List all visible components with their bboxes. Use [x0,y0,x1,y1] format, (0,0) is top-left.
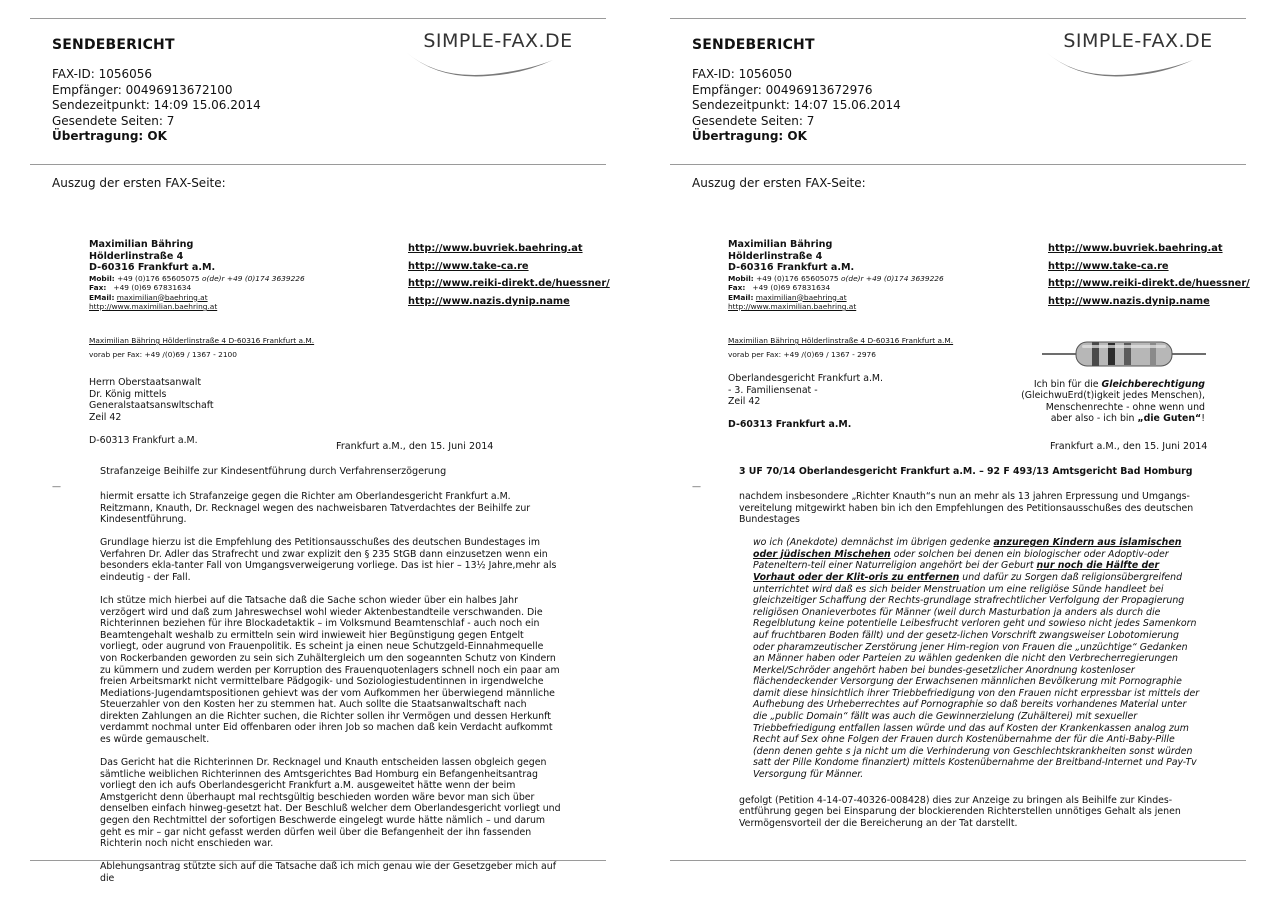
sender-city: D-60316 Frankfurt a.M. [89,262,216,273]
sender-name: Maximilian Bähring [728,239,833,250]
recipient-city: D-60313 Frankfurt a.M. [89,434,198,446]
report-info [692,67,901,145]
sender-fax: Fax: +49 (0)69 67831634 [728,283,831,292]
sender-email: EMail: maximilian@baehring.at [89,292,208,302]
equality-line-4: aber also - ich bin „die Guten“! [1050,413,1205,425]
sender-street: Hölderlinstraße 4 [728,250,823,262]
simple-fax-logo [1038,22,1238,82]
sender-website[interactable]: http://www.maximilian.baehring.at [728,302,857,311]
link-take-care[interactable]: http://www.take-ca.re [1048,260,1169,272]
paragraph: hiermit ersatte ich Strafanzeige gegen die Richter am Oberlandesgericht Frankfurt a.M. Reitzmann, Knauth, Dr. Recknagel wegen des nachweisbaren Tatverdachtes der Beihilfe zur Kindesentführung. [100,491,531,526]
pages-sent: Gesendete Seiten: 7 [692,113,815,128]
paragraph: Ablehungsantrag stützte sich auf die Tatsache daß ich mich genau wie der Gesetzgeber mich auf die [100,861,557,884]
intro-paragraph: nachdem insbesondere „Richter Knauth“s nun an mehr als 13 jahren Erpressung und Umgangs-vereitelung mitgewirkt haben bin ich den Empfehlungen des Petitionsausschußes des deutschen Bundestages [739,491,1194,526]
header-rule [30,164,606,165]
recipient-line: Dr. König mittels [89,388,167,400]
letter-subject: Strafanzeige Beihilfe zur Kindesentführung durch Verfahrenserzögerung [100,466,447,477]
fold-mark: — [52,482,61,492]
sender-fax: Fax: +49 (0)69 67831634 [89,283,192,292]
excerpt-label: Auszug der ersten FAX-Seite: [692,176,866,190]
report-title: SENDEBERICHT [692,37,815,53]
link-take-care[interactable]: http://www.take-ca.re [408,260,529,272]
paragraph: Ich stütze mich hierbei auf die Tatsache daß die Sache schon wieder über ein halbes Jahr verzögert wird und daß zum Jahreswechsel wohl wieder Aktenbestandteile verschwanden. Die Richterinnen beziehen für ihre Blockadetaktik – im Volksmund Beamtenschlaf - auch noch ein Beamtengehalt weshalb zu ermitteln sein wird inwieweit hier Begünstigung gegen Entgelt vorliegt, oder augrund von Frauenpolitik. Es scheint ja einen neue Schutzgeld-Einnahmequelle von Rockerbanden geworden zu sein sich Zuhältergleich um den sogeannten Schutz von Kindern zu kümmern und zudem werden per Korruption des Frauenquotenlagers schnell noch ein paar am freien Arbeitsmarkt nicht vermittelbare Pädgogik- und Soziologiestudentinnen in irgendwelche Mediations-Jugendamtspositionen gehievt was der vom Aufkommen her überwiegend männliche Steuerzahler von den Kosten her zu stemmen hat. Auch sollte die Staatsanwaltschaft nach direkten Zahlungen an die Richter suchen, die Richter sollen ihr Vermögen und dessen Herkunft verdammt nochmal unter Eid offenbaren oder ihren Job so machen daß kein Verdacht aufkommt es würde gemauschelt. [100,594,560,746]
return-address: Maximilian Bähring Hölderlinstraße 4 D-60316 Frankfurt a.M. [89,336,315,345]
return-address: Maximilian Bähring Hölderlinstraße 4 D-60316 Frankfurt a.M. [728,336,954,345]
sender-name: Maximilian Bähring [89,239,194,250]
letter-body [739,491,1203,841]
logo-text: SIMPLE-FAX.DE [423,30,573,52]
recipient-line: Zeil 42 [728,396,761,407]
simple-fax-logo [398,22,598,82]
equality-line-3: Menschenrechte - ohne wenn und [1045,401,1205,413]
send-time: Sendezeitpunkt: 14:07 15.06.2014 [692,98,901,112]
header-rule [670,164,1246,165]
link-nazis[interactable]: http://www.nazis.dynip.name [1048,295,1210,307]
link-buvriek[interactable]: http://www.buvriek.baehring.at [408,243,583,254]
top-rule [30,18,606,19]
transmission-status: Übertragung: OK [692,129,807,143]
report-title: SENDEBERICHT [52,37,175,53]
recipient-line: Zeil 42 [89,411,122,423]
closing-paragraph: gefolgt (Petition 4-14-07-40326-008428) dies zur Anzeige zu bringen als Beihilfe zur Kindes-entführung gegen bei Einsparung der blockierenden Richterstellen unnötiges Gehalt als jenen Vermögensvorteil der die Bereicherung an der Tat darstellt. [739,794,1181,829]
sender-mobile: Mobil: +49 (0)176 65605075 o(de)r +49 (0)174 3639226 [89,273,305,283]
sender-city: D-60316 Frankfurt a.M. [728,262,855,273]
send-time: Sendezeitpunkt: 14:09 15.06.2014 [52,98,261,112]
recipient-number: Empfänger: 00496913672976 [692,82,873,97]
equality-statement [985,379,1205,425]
excerpt-label: Auszug der ersten FAX-Seite: [52,176,226,190]
fax-id: FAX-ID: 1056050 [692,67,793,81]
sender-block [728,239,944,312]
bottom-rule [670,860,1246,861]
letter-subject: 3 UF 70/14 Oberlandesgericht Frankfurt a.M. – 92 F 493/13 Amtsgericht Bad Homburg [739,466,1193,477]
recipient-block [728,373,883,431]
bottom-rule [30,860,606,861]
quote-paragraph: wo ich (Anekdote) demnächst im übrigen gedenke anzuregen Kindern aus islamischen oder jüdischen Mischehen oder solchen bei denen ein biologischer oder Adoptiv-oder Pateneltern-teil einer Naturreligion angehört bei der Geburt nur noch die Hälfte der Vorhaut oder der Klit-oris zu entfernen und dafür zu Sorgen daß religionsübergreifend unterrichtet wird daß es sich beider Menstruation um eine religiöse Sünde handleet bei gleichzeitiger Schaffung der Rechts-grundlage strafrechtlicher Verfolgung der Propagierung religiösen Onanieverbotes für Männer (weil durch Masturbation ja anders als durch die Regelblutung keine potentielle Leibesfrucht verloren geht und sowieso nicht jedes Samenkorn auf fruchtbaren Boden fällt) und der gesetz-lichen Vorschrift zwangsweiser Lobotomierung oder pharamzeutischer Zerstörung jener Him-region von Frauen die „unzüchtige“ Gedanken an Männer haben oder Parteien zu wählen gedenken die nicht den Verbrecherregierungen Merkel/Schröder angehört haben bei bundes-gesetzlicher Anordnung kostenloser flächendeckender Versorgung der Erwachsenen männlichen Bevölkerung mit Pornographie damit diese hinsichtlich ihrer Triebbefriedigung von den Frauen nicht erpressbar ist mittels der Aufhebung des Urheberrechtes auf Pornographie so daß bereits vorhandenes Material unter die „public Domain“ fällt was auch die Gewinnerzielung (Zuhälterei) mit sexueller Triebbefriedigung entfallen lassen würde und das auf Kosten der Krankenkassen analog zum Recht auf Sex ohne Folgen der Frauen durch Kostenübernahme der für die Anti-Baby-Pille (denn denen gehte s ja nicht um die Verhinderung von Geschlechtskrankheiten sonst würden satt der Pille Kondome finanziert) mittels Kostenübernahme der Breitband-Internet und Pay-Tv Versorgung für Männer. [753,537,1200,781]
sender-mobile: Mobil: +49 (0)176 65605075 o(de)r +49 (0)174 3639226 [728,273,944,283]
link-reiki[interactable]: http://www.reiki-direkt.de/huessner/ [1048,278,1250,289]
vorab-fax: vorab per Fax: +49 /(0)69 / 1367 - 2100 [89,350,237,359]
transmission-status: Übertragung: OK [52,129,167,143]
sender-street: Hölderlinstraße 4 [89,250,184,262]
fax-id: FAX-ID: 1056056 [52,67,153,81]
resistor-icon [1042,334,1206,374]
link-list [408,240,610,310]
recipient-city: D-60313 Frankfurt a.M. [728,419,852,430]
recipient-number: Empfänger: 00496913672100 [52,82,233,97]
top-rule [670,18,1246,19]
equality-line-2: (GleichwuErd(t)igkeit jedes Menschen), [1021,390,1205,402]
vorab-fax: vorab per Fax: +49 /(0)69 / 1367 - 2976 [728,350,876,359]
recipient-line: Generalstaatsanswltschaft [89,400,214,411]
resistor-image [1042,334,1206,374]
paragraph: Das Gericht hat die Richterinnen Dr. Recknagel und Knauth entscheiden lassen obgleich gegen sämtliche weiblichen Richterinnen des Amtsgerichtes Bad Homburg ein Befangenheitsantrag vorliegt den ich aufs Oberlandesgericht Frankfurt a.M. ausgeweitet hätte wenn der beim Amstgericht denn überhaupt mal rechtsgültig beschieden worden wäre bevor man sich über denselben einfach hinweg-gesetzt hat. Der Beschluß welcher dem Oberlandesgericht vorliegt und gegen den Rechtmittel der sofortigen Beschwerde eingelegt wurde hätte nämlich – und darum geht es mir – gar nicht gefasst werden dürfen weil über die Befangenheit der ihn fassenden Richterin noch nicht enschieden war. [100,757,561,850]
report-info [52,67,261,145]
letter-body [100,491,562,896]
link-reiki[interactable]: http://www.reiki-direkt.de/huessner/ [408,278,610,289]
logo-swoosh-icon [398,22,598,82]
sender-website[interactable]: http://www.maximilian.baehring.at [89,302,218,311]
letter-date: Frankfurt a.M., den 15. Juni 2014 [336,441,494,452]
fold-mark: — [692,482,701,492]
recipient-block [89,377,214,446]
letter-date: Frankfurt a.M., den 15. Juni 2014 [1050,441,1208,452]
sender-block [89,239,305,312]
logo-swoosh-icon [1038,22,1238,82]
recipient-line: Herrn Oberstaatsanwalt [89,377,202,388]
link-buvriek[interactable]: http://www.buvriek.baehring.at [1048,243,1223,254]
recipient-line: - 3. Familiensenat - [728,384,818,396]
link-list [1048,240,1250,310]
link-nazis[interactable]: http://www.nazis.dynip.name [408,295,570,307]
logo-text: SIMPLE-FAX.DE [1063,30,1213,52]
pages-sent: Gesendete Seiten: 7 [52,113,175,128]
fax-report-page-right [640,0,1280,906]
paragraph: Grundlage hierzu ist die Empfehlung des Petitionsausschußes des deutschen Bundestages im Verfahren Dr. Adler das Strafrecht und zwar explizit den § 235 StGB dann einzusetzen wenn ein besonders ekla-tanter Fall von Umgangsverweigerung vorliege. Das ist hier – 13½ Jahre,mehr als eindeutig - der Fall. [100,537,557,583]
equality-line-1: Ich bin für die Gleichberechtigung [1033,379,1205,390]
recipient-line: Oberlandesgericht Frankfurt a.M. [728,373,884,384]
sender-email: EMail: maximilian@baehring.at [728,292,847,302]
